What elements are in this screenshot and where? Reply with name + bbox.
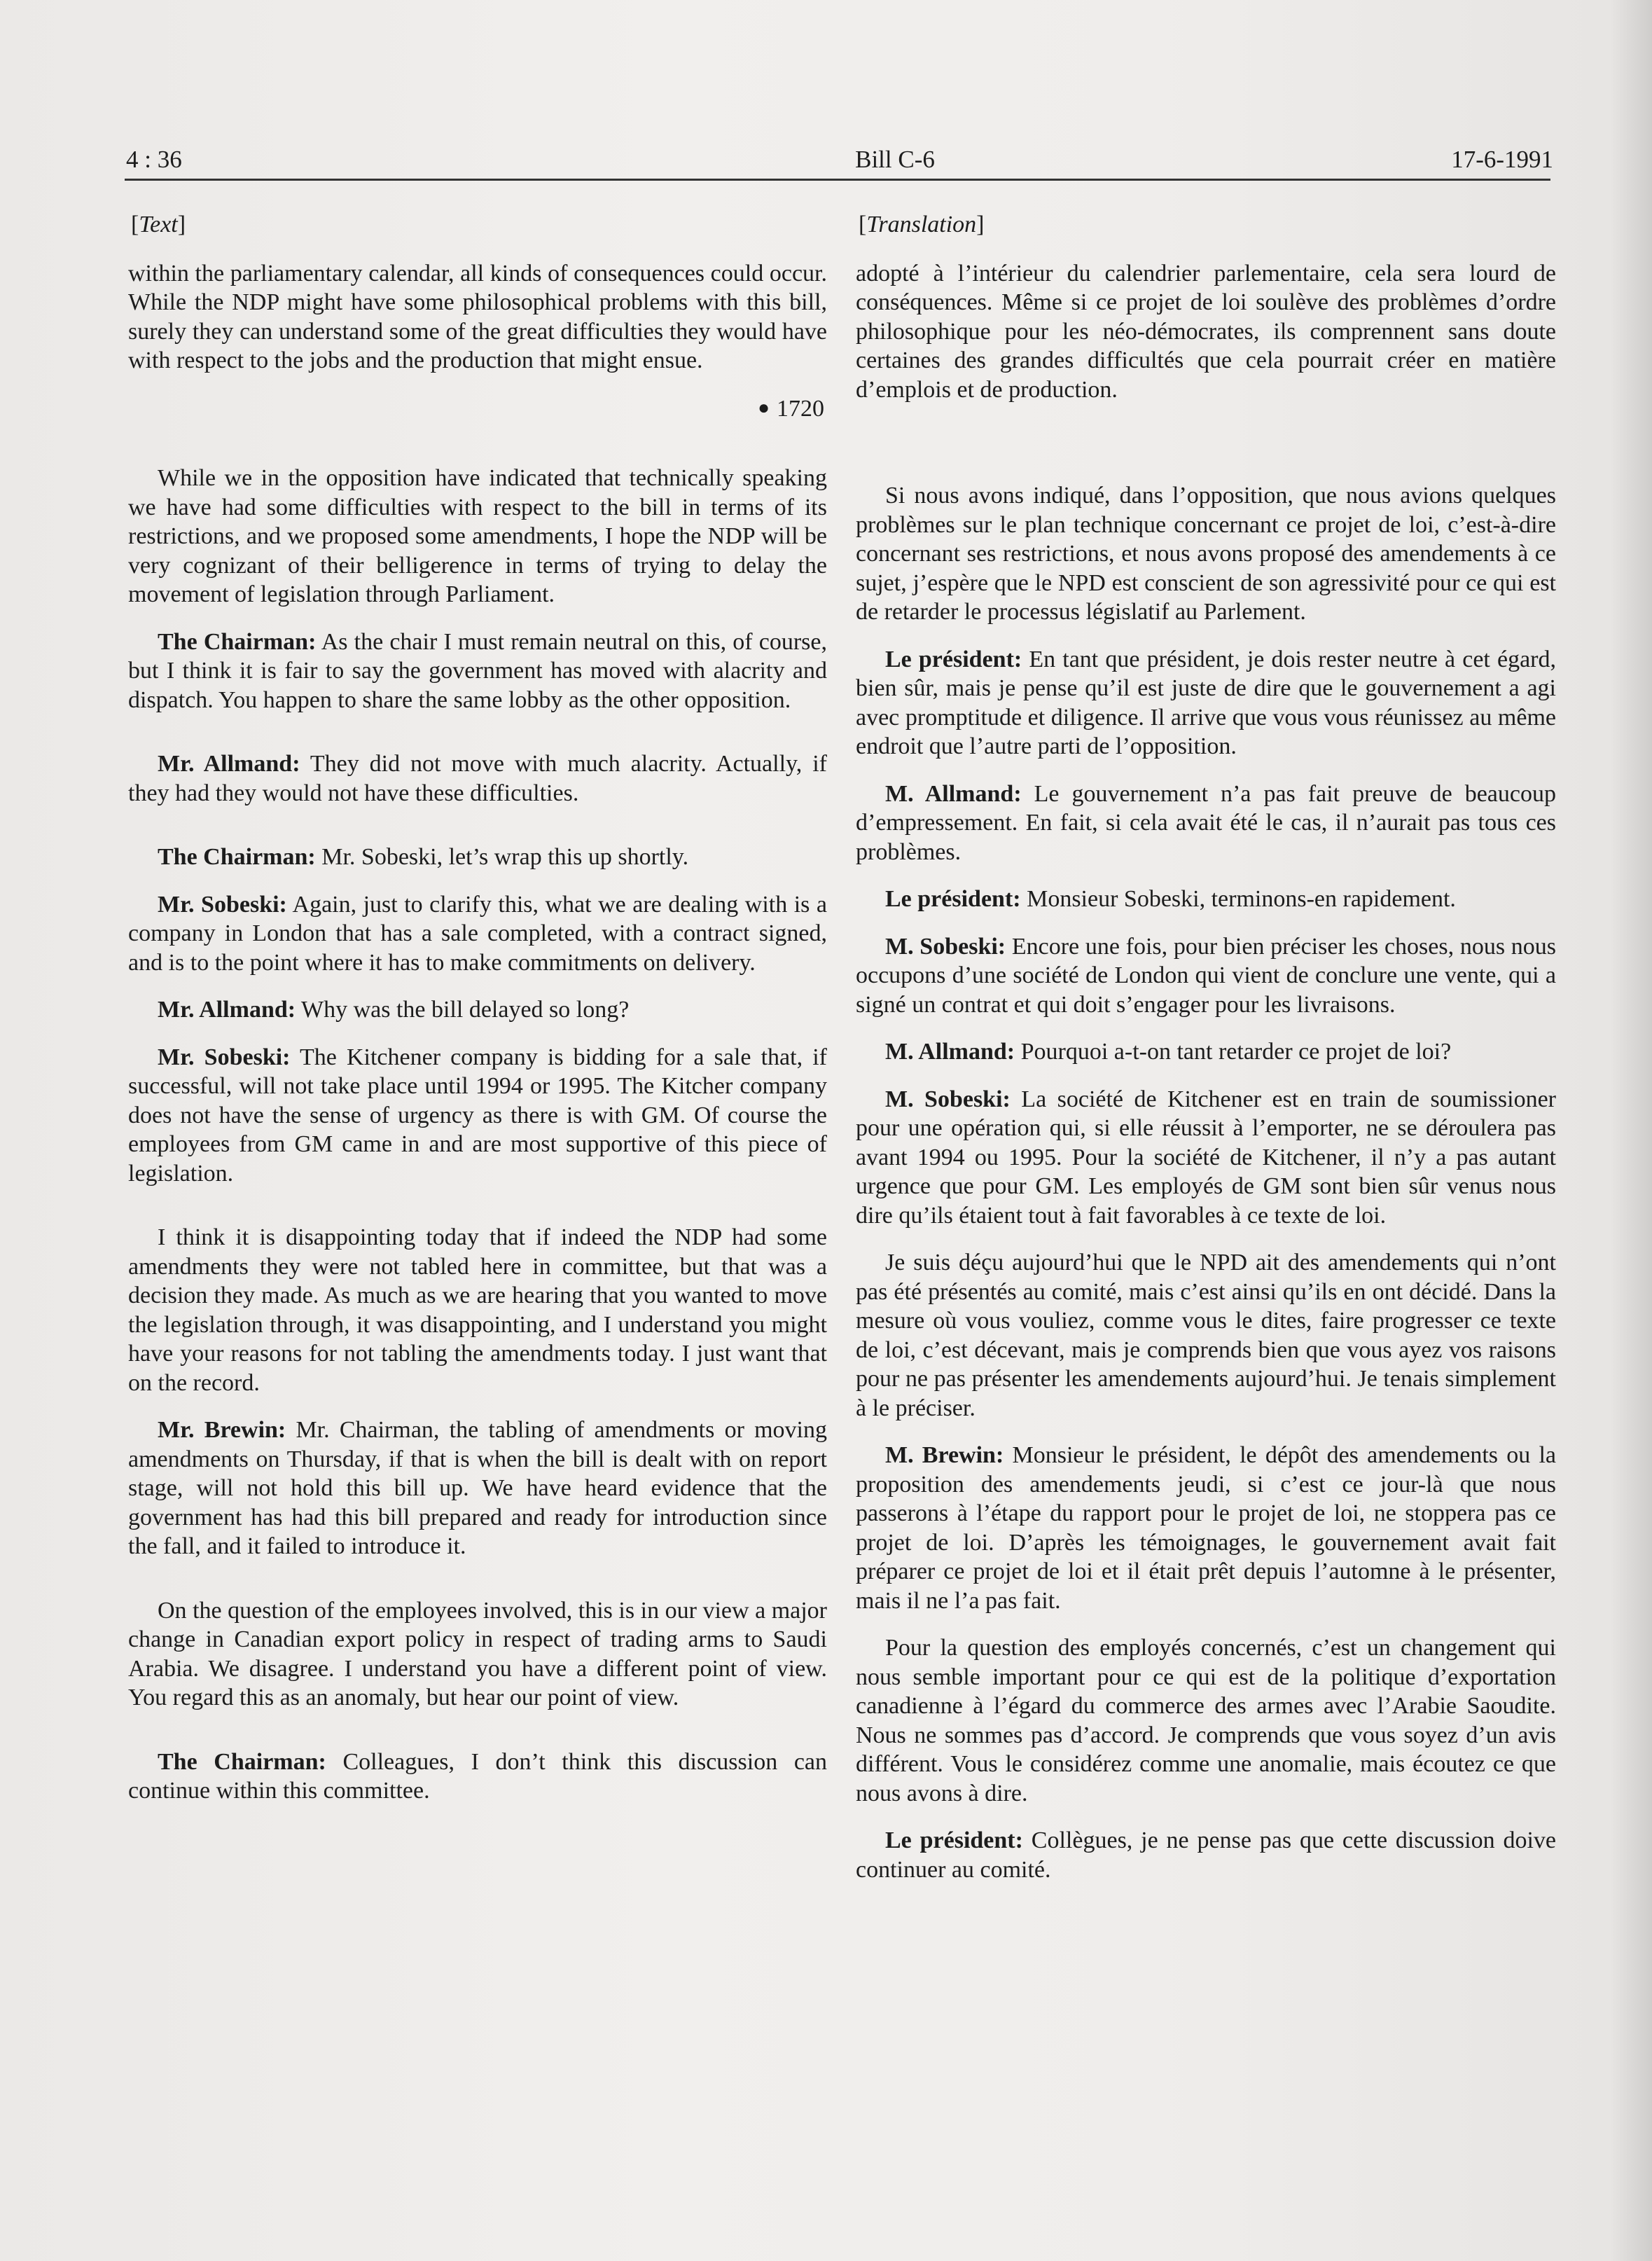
en-paragraph: The Chairman: Colleagues, I don’t think this discussion can continue within this committee. xyxy=(128,1748,827,1804)
page-number: 4 : 36 xyxy=(126,146,182,173)
en-paragraph: The Chairman: As the chair I must remain neutral on this, of course, but I think it is fair to say the government has moved with alacrity and dispatch. You happen to share the same lobby as the other opposition. xyxy=(128,628,827,713)
fr-paragraph: M. Sobeski: Encore une fois, pour bien préciser les choses, nous nous occupons d’une société de London qui vient de conclure une vente, qui a signé un contrat et qui doit s’engager pour les livraisons. xyxy=(856,933,1556,1018)
en-paragraph: Mr. Allmand: They did not move with much alacrity. Actually, if they had they would not have these difficulties. xyxy=(128,751,827,806)
time-marker: ● 1720 xyxy=(758,395,824,422)
en-paragraph: within the parliamentary calendar, all kinds of consequences could occur. While the NDP might have some philosophical problems with this bill, surely they can understand some of the great difficulties they would have with respect to the jobs and the production that might ensue. xyxy=(128,260,827,373)
en-paragraph: Mr. Sobeski: The Kitchener company is bidding for a sale that, if successful, will not take place until 1994 or 1995. The Kitcher company does not have the sense of urgency as there is with GM. Of course the employees from GM came in and are most supportive of this piece of legislation. xyxy=(128,1044,827,1187)
document-date: 17-6-1991 xyxy=(1451,146,1553,173)
english-column xyxy=(128,210,827,1824)
time-marker-spacer xyxy=(856,422,1556,481)
en-paragraph: Mr. Sobeski: Again, just to clarify this, what we are dealing with is a company in London that has a sale completed, with a contract signed, and is to the point where it has to make commitments on delivery. xyxy=(128,891,828,976)
bullet-icon: ● xyxy=(758,396,770,419)
document-title: Bill C-6 xyxy=(855,146,935,173)
fr-paragraph: Le président: Collègues, je ne pense pas que cette discussion doive continuer au comité. xyxy=(856,1827,1556,1883)
english-column-label: [Text] xyxy=(131,212,186,237)
fr-paragraph: Je suis déçu aujourd’hui que le NPD ait des amendements qui n’ont pas été présentés au comité, mais c’est ainsi qu’ils en ont décidé. Dans la mesure où vous vouliez, comme vous le dites, faire progresser ce texte de loi, c’est décevant, mais je comprends bien que vous ayez vos raisons pour ne pas présenter les amendements aujourd’hui. Je tenais simplement à le préciser. xyxy=(856,1250,1556,1421)
header-rule xyxy=(125,179,1550,181)
fr-paragraph: Si nous avons indiqué, dans l’opposition, que nous avions quelques problèmes sur le plan technique concernant ce projet de loi, c’est-à-dire concernant ses restrictions, et nous avons proposé des amendements à ce sujet, j’espère que le NPD est conscient de son agressivité pour ce qui est de retarder le processus législatif au Parlement. xyxy=(856,483,1556,625)
en-paragraph: The Chairman: Mr. Sobeski, let’s wrap this up shortly. xyxy=(158,844,689,870)
en-paragraph: Mr. Allmand: Why was the bill delayed so long? xyxy=(158,997,630,1023)
fr-paragraph: M. Brewin: Monsieur le président, le dépôt des amendements ou la proposition des amendements jeudi, si c’est ce jour-là que nous passerons à l’étape du rapport pour le projet de loi, ne stoppera pas ce projet de loi. D’après les témoignages, le gouvernement avait fait préparer ce projet de loi et il était prêt depuis l’automne à le présenter, mais il ne l’a pas fait. xyxy=(856,1442,1556,1614)
en-paragraph: I think it is disappointing today that if indeed the NDP had some amendments they were not tabled here in committee, but that was a decision they made. As much as we are hearing that you wanted to move the legislation through, it was disappointing, and I understand you might have your reasons for not tabling the amendments today. I just want that on the record. xyxy=(128,1224,827,1396)
fr-paragraph: M. Allmand: Pourquoi a-t-on tant retarder ce projet de loi? xyxy=(885,1039,1452,1065)
fr-paragraph: Le président: En tant que président, je dois rester neutre à cet égard, bien sûr, mais je pense qu’il est juste de dire que le gouvernement a agi avec promptitude et diligence. Il arrive que vous vous réunissez au même endroit que l’autre parti de l’opposition. xyxy=(856,646,1556,759)
fr-paragraph: Pour la question des employés concernés, c’est un changement qui nous semble important pour ce qui est de la politique d’exportation canadienne à l’égard du commerce des armes avec l’Arabie Saoudite. Nous ne sommes pas d’accord. Je comprends que vous soyez d’un avis différent. Vous le considérez comme une anomalie, mais écoutez ce que nous avons à dire. xyxy=(856,1635,1556,1806)
page-spine-shadow xyxy=(1610,0,1652,2261)
en-paragraph: Mr. Brewin: Mr. Chairman, the tabling of amendments or moving amendments on Thursday, if that is when the bill is dealt with on report stage, will not hold this bill up. We have heard evidence that the government has had this bill prepared and ready for introduction since the fall, and it failed to introduce it. xyxy=(128,1417,827,1559)
fr-paragraph: M. Sobeski: La société de Kitchener est en train de soumissioner pour une opération qui, si elle réussit à l’emporter, ne se déroulera pas avant 1994 ou 1995. Pour la société de Kitchener, il n’y a pas autant urgence que pour GM. Les employés de GM sont bien sûr venus nous dire qu’ils étaient tout à fait favorables à ce texte de loi. xyxy=(856,1086,1556,1229)
fr-paragraph: adopté à l’intérieur du calendrier parlementaire, cela sera lourd de conséquences. Même si ce projet de loi soulève des problèmes d’ordre philosophique pour les néo-démocrates, ils comprennent sans doute certaines des grandes difficultés que cela pourrait créer en matière d’emplois et de production. xyxy=(856,260,1556,403)
en-paragraph: On the question of the employees involved, this is in our view a major change in Canadian export policy in respect of trading arms to Saudi Arabia. We disagree. I understand you have a different point of view. You regard this as an anomaly, but hear our point of view. xyxy=(128,1597,827,1710)
en-paragraph: While we in the opposition have indicated that technically speaking we have had some difficulties with respect to the bill in terms of its restrictions, and we proposed some amendments, I hope the NDP will be very cognizant of their belligerence in terms of trying to delay the movement of legislation through Parliament. xyxy=(128,465,827,607)
french-column-label: [Translation] xyxy=(859,212,985,237)
fr-paragraph: Le président: Monsieur Sobeski, terminons-en rapidement. xyxy=(885,886,1456,912)
fr-paragraph: M. Allmand: Le gouvernement n’a pas fait preuve de beaucoup d’empressement. En fait, si cela avait été le cas, il n’aurait pas tous ces problèmes. xyxy=(856,780,1556,865)
page-header xyxy=(125,146,1553,174)
french-column xyxy=(856,210,1556,1902)
